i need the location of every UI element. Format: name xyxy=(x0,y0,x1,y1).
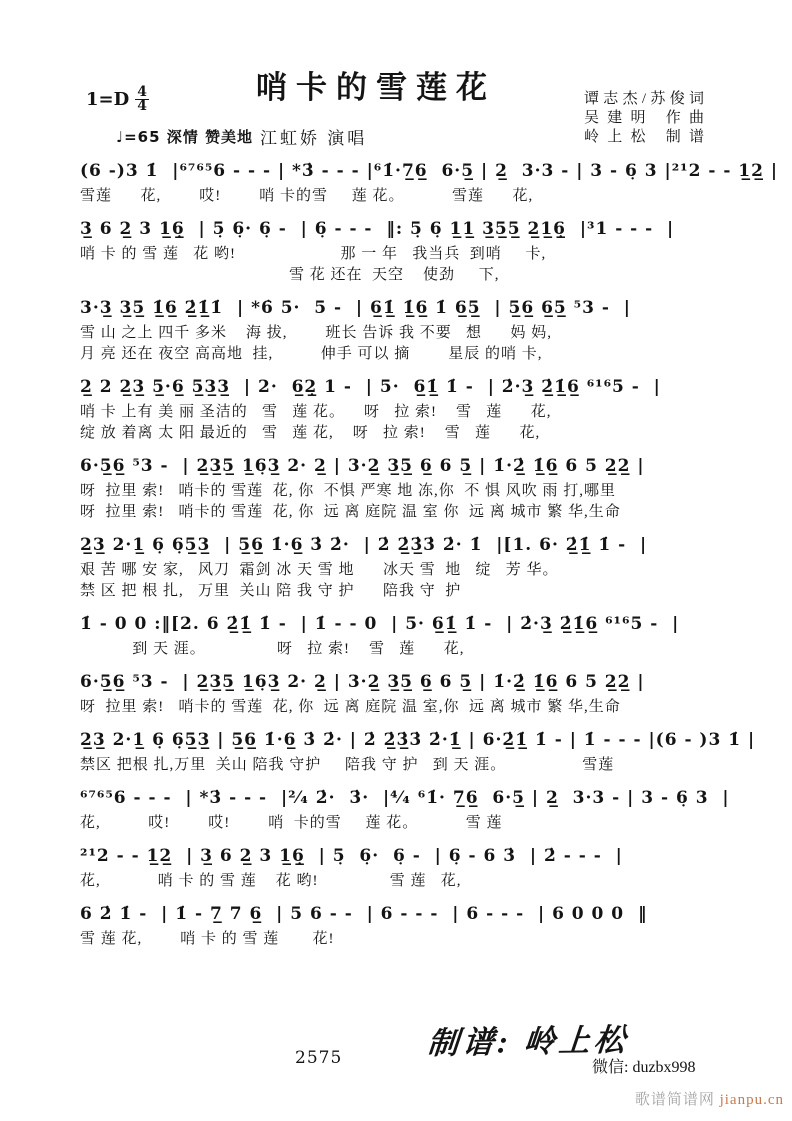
lyrics-line: 呀 拉里 索! 哨卡的 雪莲 花, 你 远 离 庭院 温 室 你 远 离 城市 繁 华,生命 xyxy=(80,504,621,520)
time-signature-top: 4 xyxy=(137,84,147,100)
notation-line: 1̇ - 0 0 :‖[2. 6 2̲̇1̲̇ 1̇ - | 1̇ - - 0 | 5· 6̲1̲̇ 1̇ - | 2̇·3̲ 2̲̇1̲̇6̲ ⁶¹⁶5 - | xyxy=(80,614,680,634)
lyrics-line: 月 亮 还在 夜空 高高地 挂, 伸手 可以 摘 星辰 的哨 卡, xyxy=(80,346,543,362)
credits-block xyxy=(584,90,704,147)
lyrics-line: 呀 拉里 索! 哨卡的 雪莲 花, 你 不惧 严寒 地 冻,你 不 惧 风吹 雨 打,哪里 xyxy=(80,483,616,499)
lyrics-line: 哨 卡 的 雪 莲 花 哟! 那 一 年 我当兵 到哨 卡, xyxy=(80,246,547,262)
system-5 xyxy=(80,451,716,523)
system-7 xyxy=(80,609,716,660)
system-3 xyxy=(80,293,716,365)
notation-line: 6 2̇ 1̇ - | 1̇ - 7̲ 7 6̲ | 5 6 - - | 6 - - - | 6 - - - | 6 0 0 0 ‖ xyxy=(80,904,648,924)
page-number: 2575 xyxy=(295,1048,343,1068)
system-9 xyxy=(80,725,756,776)
performer: 江虹娇 演唱 xyxy=(260,129,368,148)
notation-line: 3̲ 6 2̲ 3 1̲6̲̣ | 5̣ 6̣· 6̣ - | 6̣ - - - ‖: 5̣ 6̣ 1̲1̲ 3̲5̲5̲ 2̲1̲6̲̣ |³1 - - - | xyxy=(80,219,675,239)
notation-line: ⁶⁷⁶⁵6 - - - | *3̇ - - - |²⁄₄ 2̇· 3̇· |⁴⁄₄ ⁶1̇· 7̲6̲ 6·5̲ | 2̲ 3·3 - | 3 - 6̣ 3 | xyxy=(80,788,730,808)
lyrics-line: 禁区 把根 扎,万里 关山 陪我 守护 陪我 守 护 到 天 涯。 雪莲 xyxy=(80,757,615,773)
tempo-expression: ♩=65 深情 赞美地 xyxy=(116,128,253,146)
system-6 xyxy=(80,530,716,602)
lyrics-line: 绽 放 着离 太 阳 最近的 雪 莲 花, 呀 拉 索! 雪 莲 花, xyxy=(80,425,541,441)
notation-line: 6·5̲6̲ ⁵3 - | 2̲3̲5̲ 1̲6̣3̲ 2· 2̲ | 3·2̲ 3̲5̲ 6̲ 6 5̲ | 1̇·2̲̇ 1̲̇6̲ 6 5 2̲2̲ | xyxy=(80,456,645,476)
lyrics-line: 雪 莲 花, 哨 卡 的 雪 莲 花! xyxy=(80,931,335,947)
system-11 xyxy=(80,841,716,892)
notator-credit: 岭上松 制谱 xyxy=(584,129,704,145)
composer-credit: 吴建明 作曲 xyxy=(584,110,704,126)
score-body xyxy=(80,156,779,957)
lyrics-line: 艰 苦 哪 安 家, 风刀 霜剑 冰 天 雪 地 冰天 雪 地 绽 芳 华。 xyxy=(80,562,559,578)
system-2 xyxy=(80,214,716,286)
lyrics-line: 雪 山 之上 四千 多米 海 拔, 班长 告诉 我 不要 想 妈 妈, xyxy=(80,325,553,341)
watermark-site-link[interactable]: jianpu.cn xyxy=(719,1092,784,1108)
system-10 xyxy=(80,783,730,834)
lyrics-line: 呀 拉里 索! 哨卡的 雪莲 花, 你 远 离 庭院 温 室,你 远 离 城市 繁 华,生命 xyxy=(80,699,621,715)
lyrics-line: 花, 哎! 哎! 哨 卡的雪 莲 花。 雪 莲 xyxy=(80,815,503,831)
site-watermark xyxy=(635,1088,784,1109)
lyricist-credit: 谭志杰/苏俊词 xyxy=(584,91,704,107)
notation-line: 2̲3̲ 2·1̲ 6̣ 6̣5̲3̲ | 5̲6̲ 1̇·6̲ 3̇ 2̇· | 2̇ 2̲̇3̲̇3̇ 2̇·1̲̇ | 6·2̲̇1̲̇ 1̇ - | 1̇ - - - |(6 - )3 1̇ | xyxy=(80,730,756,750)
notation-line: 2̲ 2 2̲3̲ 5̲·6̲ 5̲3̲3̲ | 2· 6̲2̲̣ 1 - | 5· 6̲1̲̇ 1̇ - | 2̇·3̲ 2̲̇1̲̇6̲ ⁶¹⁶5 - | xyxy=(80,377,661,397)
key-signature: 1=D xyxy=(86,89,130,110)
lyrics-line: 花, 哨 卡 的 雪 莲 花 哟! 雪 莲 花, xyxy=(80,873,462,889)
notation-line: 3·3̲ 3̲5̲ 1̲̇6̲ 2̲̇1̲̇1̇ | *6̇ 5· 5 - | 6̲1̲̇ 1̲̇6̲ 1̇ 6̲5̲ | 5̲6̲ 6̲5̲ ⁵3 - | xyxy=(80,298,631,318)
notation-line: 6·5̲6̲ ⁵3 - | 2̲3̲5̲ 1̲6̣3̲ 2· 2̲ | 3·2̲ 3̲5̲ 6̲ 6 5̲ | 1̇·2̲̇ 1̲̇6̲ 6 5 2̲2̲ | xyxy=(80,672,645,692)
system-4 xyxy=(80,372,716,444)
system-8 xyxy=(80,667,716,718)
system-12 xyxy=(80,899,716,950)
time-signature-bottom: 4 xyxy=(137,98,147,114)
lyrics-line: 雪 花 还在 天空 使劲 下, xyxy=(80,267,500,283)
lyrics-line: 到 天 涯。 呀 拉 索! 雪 莲 花, xyxy=(80,641,465,657)
wechat-id: 微信: duzbx998 xyxy=(592,1059,696,1076)
notator-signature-calligraphy: 制谱: 岭上松 xyxy=(426,1022,631,1061)
notation-line: (6 -)3 1̇ |⁶⁷⁶⁵6 - - - | *3̇ - - - |⁶1̇·7̲6̲ 6·5̲ | 2̲ 3·3 - | 3 - 6̣ 3 |²¹2 - - 1̲2̲ | xyxy=(80,161,779,181)
notation-line: ²¹2 - - 1̲2̲ | 3̲ 6 2̲ 3 1̲6̲̣ | 5̣ 6̣· 6̣ - | 6̣ - 6 3̇ | 2̇ - - - | xyxy=(80,846,623,866)
notation-line: 2̲3̲ 2·1̲ 6̣ 6̣5̲3̲ | 5̲6̲ 1̇·6̲ 3̇ 2̇· | 2̇ 2̲̇3̲̇3̇ 2̇· 1̇ |[1. 6· 2̲̇1̲̇ 1̇ - | xyxy=(80,535,648,555)
song-title: 哨卡的雪莲花 xyxy=(256,70,496,105)
system-1 xyxy=(80,156,779,207)
lyrics-line: 禁 区 把 根 扎, 万里 关山 陪 我 守 护 陪我 守 护 xyxy=(80,583,462,599)
lyrics-line: 雪莲 花, 哎! 哨 卡的雪 莲 花。 雪莲 花, xyxy=(80,188,534,204)
lyrics-line: 哨 卡 上有 美 丽 圣洁的 雪 莲 花。 呀 拉 索! 雪 莲 花, xyxy=(80,404,552,420)
watermark-site-name: 歌谱简谱网 xyxy=(634,1092,720,1108)
